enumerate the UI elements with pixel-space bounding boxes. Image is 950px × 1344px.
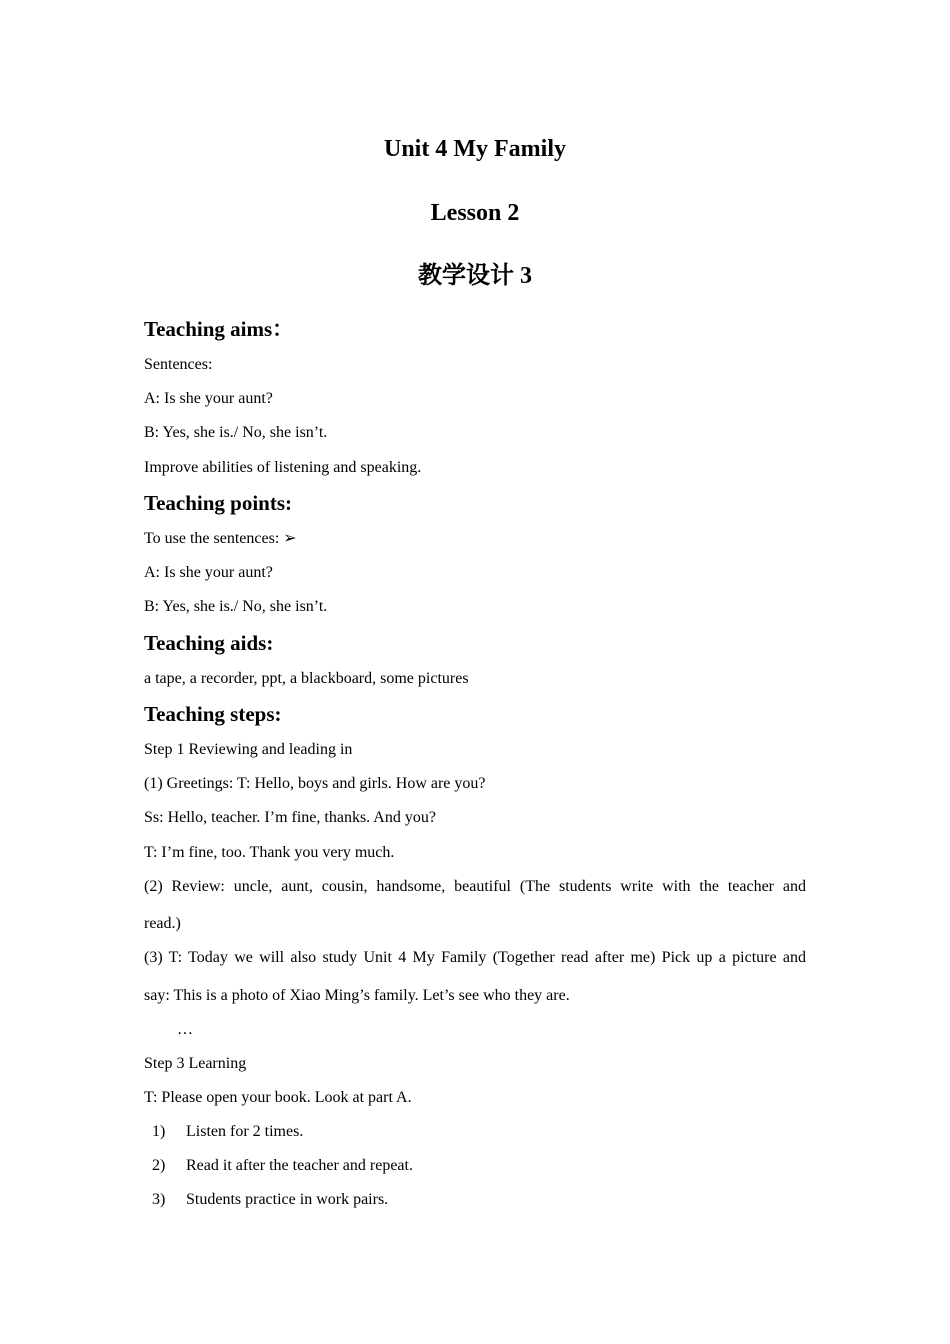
greeting-line: T: I’m fine, too. Thank you very much. [144, 844, 395, 861]
aids-heading: Teaching aids: [144, 631, 274, 655]
aims-line: B: Yes, she is./ No, she isn’t. [144, 424, 328, 441]
today-line-end: say: This is a photo of Xiao Ming’s family. Let’s see who they are. [144, 987, 570, 1004]
review-line: (2) Review: uncle, aunt, cousin, handsome, beautiful (The students write with the teacher and [144, 878, 806, 895]
aims-heading: Teaching aims： [144, 317, 294, 341]
list-item: Listen for 2 times. [186, 1123, 304, 1140]
points-line: B: Yes, she is./ No, she isn’t. [144, 598, 328, 615]
aids-line: a tape, a recorder, ppt, a blackboard, some pictures [144, 670, 469, 687]
list-number: 2) [152, 1157, 166, 1174]
lesson-title: Lesson 2 [430, 200, 520, 226]
points-line: To use the sentences: ➢ [144, 530, 297, 547]
aims-line: A: Is she your aunt? [144, 390, 273, 407]
list-number: 1) [152, 1123, 166, 1140]
aims-line: Improve abilities of listening and speaking. [144, 459, 422, 476]
list-item: Read it after the teacher and repeat. [186, 1157, 413, 1174]
step3-title: Step 3 Learning [144, 1055, 247, 1072]
document-title: Unit 4 My Family [384, 136, 566, 162]
step1-title: Step 1 Reviewing and leading in [144, 741, 353, 758]
points-heading: Teaching points: [144, 491, 293, 515]
open-book-line: T: Please open your book. Look at part A. [144, 1089, 412, 1106]
list-item: Students practice in work pairs. [186, 1191, 389, 1208]
steps-heading: Teaching steps: [144, 702, 282, 726]
greeting-line: Ss: Hello, teacher. I’m fine, thanks. And you? [144, 809, 436, 826]
ellipsis: … [177, 1021, 193, 1038]
greeting-line: (1) Greetings: T: Hello, boys and girls. How are you? [144, 775, 486, 792]
list-number: 3) [152, 1191, 166, 1208]
today-line: (3) T: Today we will also study Unit 4 My Family (Together read after me) Pick up a picture and [144, 949, 806, 966]
design-title: 教学设计 3 [418, 263, 532, 289]
review-line-end: read.) [144, 915, 181, 932]
points-line: A: Is she your aunt? [144, 564, 273, 581]
aims-line: Sentences: [144, 356, 213, 373]
